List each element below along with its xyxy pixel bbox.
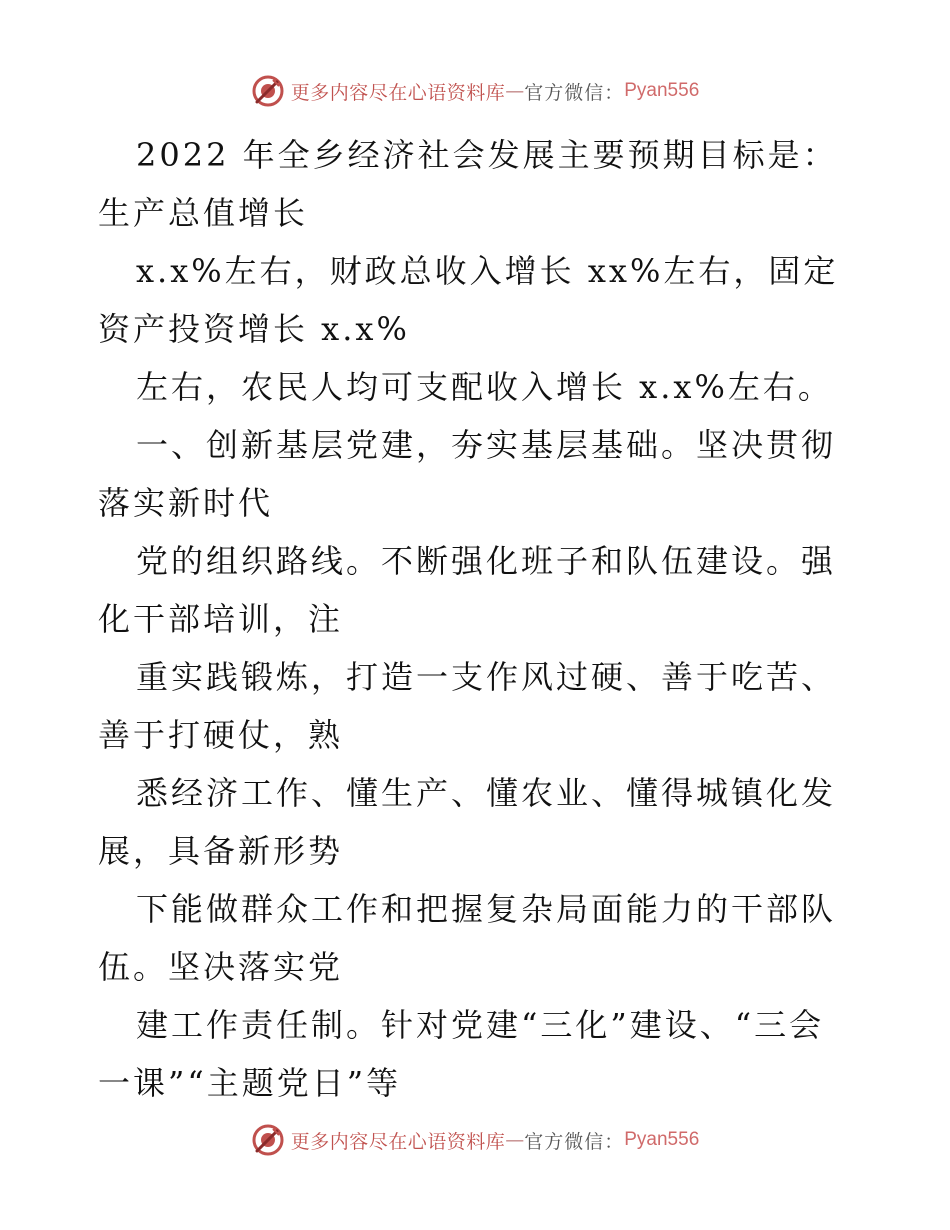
- paragraph: x.x%左右，财政总收入增长 xx%左右，固定资产投资增长 x.x%: [98, 252, 839, 348]
- banner-dash: —: [505, 80, 525, 102]
- banner-label: 官方微信：: [524, 1130, 625, 1153]
- banner-lead-text: 更多内容尽在心语资料库: [290, 1130, 506, 1153]
- paragraph: 建工作责任制。针对党建“三化”建设、“三会一课”“主题党日”等: [98, 1006, 825, 1102]
- paragraph: 2022 年全乡经济社会发展主要预期目标是：生产总值增长: [98, 136, 838, 232]
- banner-dash: —: [505, 1129, 525, 1151]
- paragraph: 左右，农民人均可支配收入增长 x.x%左右。: [136, 368, 833, 406]
- banner-handle: Pyan556: [624, 80, 700, 101]
- header-banner: [0, 71, 950, 111]
- banner-label: 官方微信：: [524, 81, 625, 104]
- brand-logo-icon: [251, 74, 285, 108]
- banner-handle: Pyan556: [624, 1129, 700, 1150]
- paragraph: 悉经济工作、懂生产、懂农业、懂得城镇化发展，具备新形势: [98, 774, 837, 870]
- paragraph: 下能做群众工作和把握复杂局面能力的干部队伍。坚决落实党: [98, 890, 837, 986]
- document-body: [98, 126, 858, 1112]
- brand-logo-icon: [251, 1123, 285, 1157]
- footer-banner: [0, 1120, 950, 1160]
- paragraph: 重实践锻炼，打造一支作风过硬、善于吃苦、善于打硬仗，熟: [98, 658, 837, 754]
- paragraph: 一、创新基层党建，夯实基层基础。坚决贯彻落实新时代: [98, 426, 837, 522]
- banner-lead-text: 更多内容尽在心语资料库: [290, 81, 506, 104]
- paragraph: 党的组织路线。不断强化班子和队伍建设。强化干部培训，注: [98, 542, 837, 638]
